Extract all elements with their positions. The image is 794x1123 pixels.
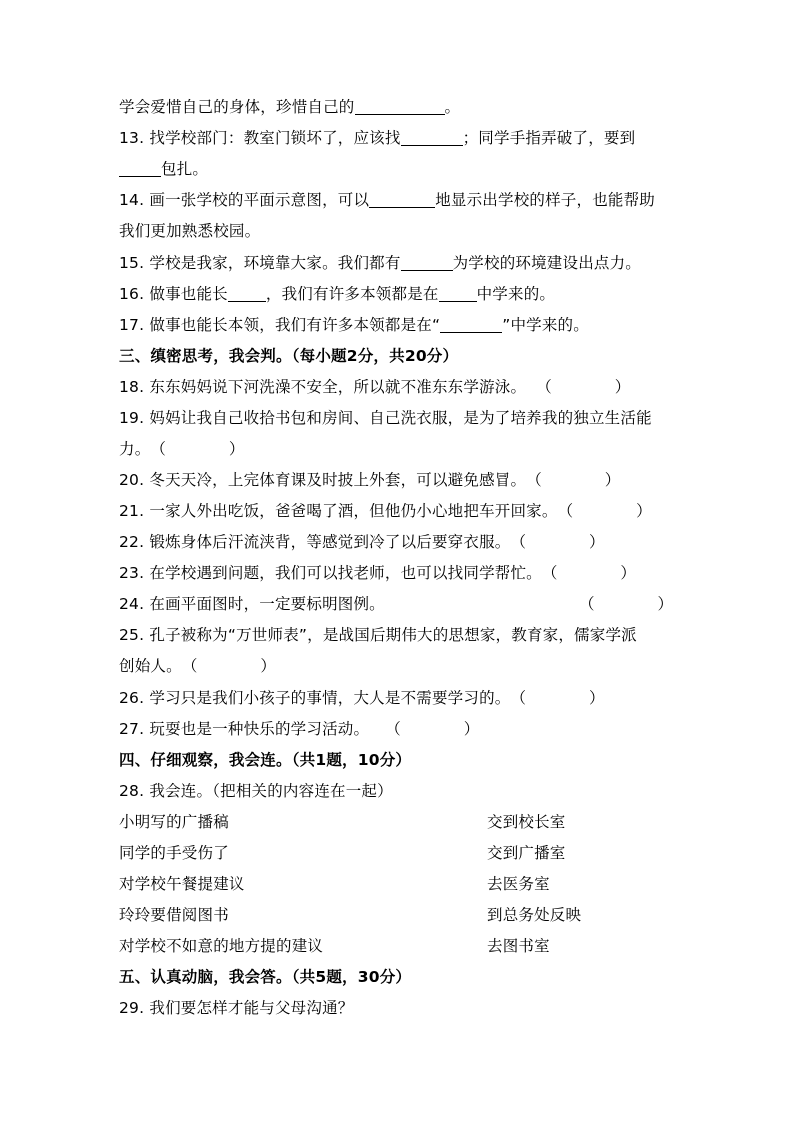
match-left-item[interactable]: 玲玲要借阅图书 [119,906,229,924]
answer-blank[interactable] [369,189,435,208]
question-13-cont: 包扎。 [119,154,679,185]
question-14-cont: 我们更加熟悉校园。 [119,222,261,240]
answer-paren[interactable]: （ ） [181,657,277,675]
answer-paren[interactable]: （ ） [385,720,480,738]
answer-paren[interactable]: （ ） [150,440,245,458]
question-13: 13. 找学校部门：教室门锁坏了，应该找 ；同学手指弄破了，要到 [119,129,636,147]
question-20: 20. 冬天天冷，上完体育课及时披上外套，可以避免感冒。（ ） [119,465,679,496]
answer-paren[interactable]: （ ） [557,502,652,520]
question-18: 18. 东东妈妈说下河洗澡不安全，所以就不准东东学游泳。 （ ） [119,372,679,403]
question-23: 23. 在学校遇到问题，我们可以找老师，也可以找同学帮忙。（ ） [119,558,679,589]
match-row [119,931,679,962]
answer-blank[interactable] [401,252,453,271]
section-5-heading: 五、认真动脑，我会答。（共5题，30分） [119,968,412,986]
answer-paren[interactable]: （ ） [536,378,631,396]
question-22: 22. 锻炼身体后汗流浃背，等感觉到冷了以后要穿衣服。（ ） [119,527,679,558]
section-3-heading: 三、缜密思考，我会判。（每小题2分，共20分） [119,347,459,365]
answer-paren[interactable]: （ ） [510,689,605,707]
question-14: 14. 画一张学校的平面示意图，可以 地显示出学校的样子，也能帮助 [119,191,655,209]
match-right-item[interactable]: 到总务处反映 [487,906,582,924]
match-row [119,838,679,869]
match-left-item[interactable]: 小明写的广播稿 [119,813,229,831]
match-right-item[interactable]: 交到广播室 [487,844,566,862]
answer-blank[interactable] [401,127,463,146]
text-line: 学会爱惜自己的身体，珍惜自己的 。 [119,98,461,116]
question-26: 26. 学习只是我们小孩子的事情，大人是不需要学习的。（ ） [119,683,679,714]
question-17: 17. 做事也能长本领，我们有许多本领都是在“ ”中学来的。 [119,316,589,334]
question-29: 29. 我们要怎样才能与父母沟通？ [119,999,354,1017]
answer-paren[interactable]: （ ） [526,471,621,489]
match-left-item[interactable]: 对学校午餐提建议 [119,875,245,893]
answer-blank[interactable] [355,96,445,115]
match-right-item[interactable]: 去医务室 [487,875,550,893]
question-28: 28. 我会连。（把相关的内容连在一起） [119,782,393,800]
question-16: 16. 做事也能长 ，我们有许多本领都是在 中学来的。 [119,285,556,303]
question-19: 19. 妈妈让我自己收拾书包和房间、自己洗衣服，是为了培养我的独立生活能 [119,409,652,427]
question-24: 24. 在画平面图时，一定要标明图例。 （ ） [119,589,679,620]
match-row [119,869,679,900]
answer-paren[interactable]: （ ） [579,595,674,613]
question-25: 25. 孔子被称为“万世师表”，是战国后期伟大的思想家，教育家，儒家学派 [119,626,637,644]
question-21: 21. 一家人外出吃饭，爸爸喝了酒，但他仍小心地把车开回家。（ ） [119,496,679,527]
question-25-cont: 创始人。（ ） [119,651,679,682]
match-left-item[interactable]: 对学校不如意的地方提的建议 [119,937,324,955]
match-row [119,900,679,931]
answer-blank[interactable] [439,283,477,302]
answer-blank[interactable] [440,314,502,333]
answer-paren[interactable]: （ ） [510,533,605,551]
question-19-cont: 力。（ ） [119,434,679,465]
answer-blank[interactable] [228,283,266,302]
match-row [119,807,679,838]
match-right-item[interactable]: 去图书室 [487,937,550,955]
match-left-item[interactable]: 同学的手受伤了 [119,844,229,862]
question-15: 15. 学校是我家，环境靠大家。我们都有 为学校的环境建设出点力。 [119,254,641,272]
section-4-heading: 四、仔细观察，我会连。（共1题，10分） [119,751,412,769]
answer-paren[interactable]: （ ） [541,564,637,582]
answer-blank[interactable] [119,158,161,177]
question-27: 27. 玩耍也是一种快乐的学习活动。 （ ） [119,714,679,745]
match-right-item[interactable]: 交到校长室 [487,813,566,831]
